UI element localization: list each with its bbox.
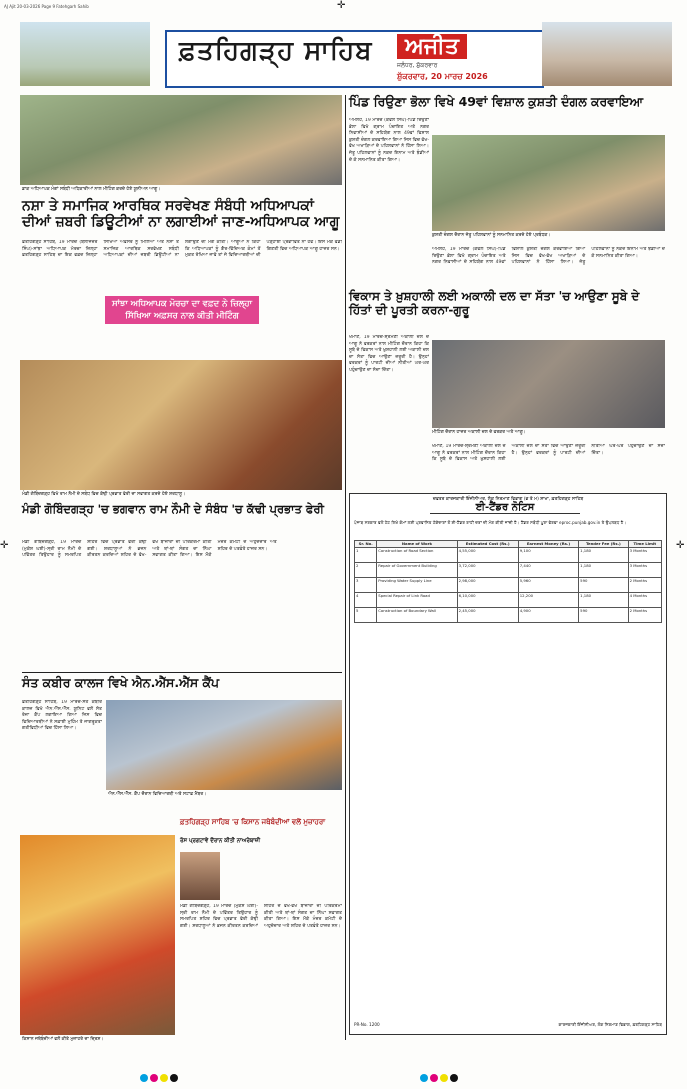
story4-photo	[20, 835, 175, 1035]
story6-photo	[432, 340, 665, 428]
notice-cell: 2 Months	[628, 578, 661, 593]
notice-cell: 5	[355, 608, 377, 623]
notice-cell: 2	[355, 563, 377, 578]
notice-title: ਈ-ਟੈਂਡਰ ਨੋਟਿਸ	[430, 502, 580, 514]
notice-cell: 9,100	[518, 548, 578, 563]
notice-intro: ਪੰਜਾਬ ਸਰਕਾਰ ਵਲੋਂ ਹੇਠ ਲਿਖੇ ਕੰਮਾਂ ਲਈ ਪ੍ਰਵਾਨਿਤ ਠੇਕੇਦਾਰਾਂ ਤੋਂ ਈ-ਟੈਂਡਰ ਰਾਹੀਂ ਦਰਾਂ ਦੀ ਮੰਗ ਕੀਤੀ ਜਾਂਦੀ ਹੈ। ਟੈਂਡਰ ਸਬੰਧੀ ਪੂਰਾ ਵੇਰਵਾ eproc.punjab.gov.in ਤੇ ਉਪਲਬਧ ਹੈ।	[354, 520, 627, 525]
story1-caption: ਡਾਕ ਅਧਿਆਪਕ ਮੰਗਾਂ ਸਬੰਧੀ ਅਧਿਕਾਰੀਆਂ ਨਾਲ ਮੀਟਿੰਗ ਕਰਦੇ ਹੋਏ ਯੂਨੀਅਨ ਆਗੂ।	[22, 187, 161, 192]
notice-header: ਦਫ਼ਤਰ ਕਾਰਜਕਾਰੀ ਇੰਜੀਨੀਅਰ, ਲੋਕ ਨਿਰਮਾਣ ਵਿਭਾਗ (ਭ ਤੇ ਮ) ਸ਼ਾਖਾ, ਫ਼ਤਹਿਗੜ੍ਹ ਸਾਹਿਬ	[432, 497, 584, 502]
story1-body: ਫ਼ਤਹਿਗੜ੍ਹ ਸਾਹਿਬ, 19 ਮਾਰਚ (ਬਲਜਿੰਦਰ ਸਿੰਘ)-ਸਾਂਝਾ ਅਧਿਆਪਕ ਮੋਰਚਾ ਜ਼ਿਲ੍ਹਾ ਫ਼ਤਹਿਗੜ੍ਹ ਸਾਹਿਬ ਦਾ ਇਕ ਵਫ਼ਦ ਜ਼ਿਲ੍ਹਾ ਸਿੱਖਿਆ ਅਫ਼ਸਰ ਨੂੰ ਮਿਲਿਆ ਅਤੇ ਨਸ਼ਾ ਤੇ ਸਮਾਜਿਕ ਆਰਥਿਕ ਸਰਵੇਖਣ ਸਬੰਧੀ ਅਧਿਆਪਕਾਂ ਦੀਆਂ ਜ਼ਬਰੀ ਡਿਊਟੀਆਂ ਨਾ ਲਗਾਉਣ ਦੀ ਮੰਗ ਕੀਤੀ। ਆਗੂਆਂ ਨੇ ਕਿਹਾ ਕਿ ਅਧਿਆਪਕਾਂ ਨੂੰ ਗ਼ੈਰ-ਵਿੱਦਿਅਕ ਕੰਮਾਂ ਤੋਂ ਮੁਕਤ ਰੱਖਿਆ ਜਾਵੇ ਤਾਂ ਜੋ ਵਿਦਿਆਰਥੀਆਂ ਦੀ ਪੜ੍ਹਾਈ ਪ੍ਰਭਾਵਿਤ ਨਾ ਹੋਵੇ। ਇਸ ਮੌਕੇ ਵੱਡੀ ਗਿਣਤੀ ਵਿਚ ਅਧਿਆਪਕ ਆਗੂ ਹਾਜ਼ਰ ਸਨ।	[22, 240, 342, 259]
notice-cell: 3	[355, 578, 377, 593]
notice-cell: 4,900	[518, 608, 578, 623]
notice-cell: Construction of Boundary Wall	[377, 608, 457, 623]
registration-dot	[430, 1074, 438, 1082]
divider	[22, 672, 342, 673]
notice-column-header: Estimated Cost (Rs.)	[457, 541, 518, 548]
notice-row	[355, 593, 662, 608]
notice-cell: 1,180	[579, 548, 628, 563]
issue-date: ਸ਼ੁੱਕਰਵਾਰ, 20 ਮਾਰਚ 2026	[397, 72, 488, 81]
masthead	[20, 22, 672, 90]
story6-caption: ਮੀਟਿੰਗ ਦੌਰਾਨ ਹਾਜ਼ਰ ਅਕਾਲੀ ਦਲ ਦੇ ਵਰਕਰ ਅਤੇ ਆਗੂ।	[432, 430, 526, 435]
notice-ref: PR-No. 1200	[354, 1022, 380, 1027]
story3-headline: ਸੰਤ ਕਬੀਰ ਕਾਲਜ ਵਿਖੇ ਐਨ.ਐੱਸ.ਐੱਸ ਕੈਂਪ	[22, 675, 220, 690]
registration-dot	[140, 1074, 148, 1082]
registration-dot	[170, 1074, 178, 1082]
notice-column-header: Earnest Money (Rs.)	[518, 541, 578, 548]
tender-notice	[349, 493, 667, 1035]
story6-body-cont: ਖਮਾਣੋਂ, 19 ਮਾਰਚ-ਸ਼੍ਰੋਮਣੀ ਅਕਾਲੀ ਦਲ ਦੇ ਆਗੂ ਨੇ ਵਰਕਰਾਂ ਨਾਲ ਮੀਟਿੰਗ ਦੌਰਾਨ ਕਿਹਾ ਕਿ ਸੂਬੇ ਦੇ ਵਿਕਾਸ ਅਤੇ ਖ਼ੁਸ਼ਹਾਲੀ ਲਈ ਅਕਾਲੀ ਦਲ ਦਾ ਸੱਤਾ ਵਿਚ ਆਉਣਾ ਜ਼ਰੂਰੀ ਹੈ। ਉਨ੍ਹਾਂ ਵਰਕਰਾਂ ਨੂੰ ਪਾਰਟੀ ਦੀਆਂ ਨੀਤੀਆਂ ਘਰ-ਘਰ ਪਹੁੰਚਾਉਣ ਦਾ ਸੱਦਾ ਦਿੱਤਾ।	[432, 444, 665, 463]
notice-column-header: Time Limit	[628, 541, 661, 548]
story1-headline: ਨਸ਼ਾ ਤੇ ਸਮਾਜਿਕ ਆਰਥਿਕ ਸਰਵੇਖਣ ਸੰਬੰਧੀ ਅਧਿਆਪਕਾਂ ਦੀਆਂ ਜ਼ਬਰੀ ਡਿਊਟੀਆਂ ਨਾ ਲਗਾਈਆਂ ਜਾਣ-ਅਧਿਆਪਕ ਆਗੂ	[22, 198, 340, 231]
story2-photo	[20, 360, 342, 490]
notice-table	[354, 540, 662, 623]
print-slug: AJ Ajit 20-03-2026 Page 9 Fatehgarh Sahib	[4, 4, 89, 9]
registration-dot	[440, 1074, 448, 1082]
story4-subheadline: ਰੋਸ ਪ੍ਰਗਟਾਵੇ ਦੌਰਾਨ ਕੀਤੀ ਨਾਅਰੇਬਾਜ਼ੀ	[180, 838, 261, 844]
notice-cell: 7,440	[518, 563, 578, 578]
notice-cell: 4,55,000	[457, 548, 518, 563]
notice-cell: 12,200	[518, 593, 578, 608]
story4-headline: ਫ਼ਤਹਿਗੜ੍ਹ ਸਾਹਿਬ 'ਚ ਕਿਸਾਨ ਜਥੇਬੰਦੀਆਂ ਵਲੋਂ ਮੁਜ਼ਾਹਰਾ	[180, 818, 326, 826]
notice-cell: 6,10,000	[457, 593, 518, 608]
story5-body: ਅਮਲੋਹ, 19 ਮਾਰਚ (ਕੇਵਲ ਸਿੰਘ)-ਪਿੰਡ ਰਿਉਣਾ ਭੋਲਾ ਵਿਖੇ ਗ੍ਰਾਮ ਪੰਚਾਇਤ ਅਤੇ ਨਗਰ ਨਿਵਾਸੀਆਂ ਦੇ ਸਹਿਯੋਗ ਨਾਲ 49ਵਾਂ ਵਿਸ਼ਾਲ ਕੁਸ਼ਤੀ ਦੰਗਲ ਕਰਵਾਇਆ ਗਿਆ ਜਿਸ ਵਿਚ ਵੱਖ-ਵੱਖ ਅਖਾੜਿਆਂ ਦੇ ਪਹਿਲਵਾਨਾਂ ਨੇ ਹਿੱਸਾ ਲਿਆ। ਜੇਤੂ ਪਹਿਲਵਾਨਾਂ ਨੂੰ ਨਕਦ ਇਨਾਮ ਅਤੇ ਝੰਡੀਆਂ ਦੇ ਕੇ ਸਨਮਾਨਿਤ ਕੀਤਾ ਗਿਆ।	[349, 118, 429, 163]
story5-headline: ਪਿੰਡ ਰਿਉਣਾ ਭੋਲਾ ਵਿਖੇ 49ਵਾਂ ਵਿਸ਼ਾਲ ਕੁਸ਼ਤੀ ਦੰਗਲ ਕਰਵਾਇਆ	[349, 94, 644, 109]
paper-name: ਅਜੀਤ	[397, 34, 467, 59]
notice-cell: 1,180	[579, 593, 628, 608]
notice-cell: Providing Water Supply Line	[377, 578, 457, 593]
notice-cell: 2,98,000	[457, 578, 518, 593]
notice-row	[355, 548, 662, 563]
notice-cell: 590	[579, 608, 628, 623]
story3-photo	[106, 700, 342, 790]
notice-cell: 1,180	[579, 563, 628, 578]
notice-cell: 5,960	[518, 578, 578, 593]
notice-cell: Construction of Road Section	[377, 548, 457, 563]
page-title: ਫ਼ਤਹਿਗੜ੍ਹ ਸਾਹਿਬ	[179, 36, 373, 66]
monument-photo	[542, 22, 672, 86]
crop-mark-right: ✛	[676, 540, 685, 551]
story5-caption: ਕੁਸ਼ਤੀ ਦੰਗਲ ਦੌਰਾਨ ਜੇਤੂ ਪਹਿਲਵਾਨਾਂ ਨੂੰ ਸਨਮਾਨਿਤ ਕਰਦੇ ਹੋਏ ਪ੍ਰਬੰਧਕ।	[432, 233, 551, 238]
notice-signature: ਕਾਰਜਕਾਰੀ ਇੰਜੀਨੀਅਰ, ਲੋਕ ਨਿਰਮਾਣ ਵਿਭਾਗ, ਫ਼ਤਹਿਗੜ੍ਹ ਸਾਹਿਬ	[558, 1022, 662, 1027]
notice-row	[355, 578, 662, 593]
story4-portrait	[180, 852, 220, 900]
print-registration-bar	[0, 1068, 687, 1089]
notice-row	[355, 608, 662, 623]
notice-cell: 3 Months	[628, 563, 661, 578]
gurdwara-photo	[20, 22, 150, 86]
registration-dot	[450, 1074, 458, 1082]
story1-photo	[20, 95, 342, 185]
notice-cell: 1	[355, 548, 377, 563]
notice-cell: 3 Months	[628, 548, 661, 563]
notice-cell: 3,72,000	[457, 563, 518, 578]
crop-mark-top: ✛	[337, 0, 346, 11]
registration-dot	[420, 1074, 428, 1082]
notice-column-header: Tender Fee (Rs.)	[579, 541, 628, 548]
story6-headline: ਵਿਕਾਸ ਤੇ ਖ਼ੁਸ਼ਹਾਲੀ ਲਈ ਅਕਾਲੀ ਦਲ ਦਾ ਸੱਤਾ 'ਚ ਆਉਣਾ ਸੂਬੇ ਦੇ ਹਿੱਤਾਂ ਦੀ ਪੂਰਤੀ ਕਰਨਾ-ਗੁਰੂ	[349, 289, 640, 317]
notice-cell: Repair of Government Building	[377, 563, 457, 578]
notice-cell: 590	[579, 578, 628, 593]
notice-column-header: Name of Work	[377, 541, 457, 548]
story4-caption: ਕਿਸਾਨ ਜਥੇਬੰਦੀਆਂ ਵਲੋਂ ਕੀਤੇ ਮੁਜ਼ਾਹਰੇ ਦਾ ਦ੍ਰਿਸ਼।	[22, 1037, 104, 1042]
crop-mark-left: ✛	[0, 540, 9, 551]
notice-cell: Special Repair of Link Road	[377, 593, 457, 608]
story4-body: ਮੰਡੀ ਗੋਬਿੰਦਗੜ੍ਹ, 19 ਮਾਰਚ (ਮੁਕੇਸ਼ ਘਈ)-ਸ੍ਰੀ ਰਾਮ ਨੌਮੀ ਦੇ ਪਵਿੱਤਰ ਤਿਉਹਾਰ ਨੂੰ ਸਮਰਪਿਤ ਸ਼ਹਿਰ ਵਿਚ ਪ੍ਰਭਾਤ ਫੇਰੀ ਕੱਢੀ ਗਈ। ਸ਼ਰਧਾਲੂਆਂ ਨੇ ਭਜਨ ਕੀਰਤਨ ਕਰਦਿਆਂ ਸ਼ਹਿਰ ਦੇ ਵੱਖ-ਵੱਖ ਬਾਜ਼ਾਰਾਂ ਦੀ ਪਰਿਕਰਮਾ ਕੀਤੀ ਅਤੇ ਥਾਂ-ਥਾਂ ਸੰਗਤ ਦਾ ਨਿੱਘਾ ਸਵਾਗਤ ਕੀਤਾ ਗਿਆ। ਇਸ ਮੌਕੇ ਮੰਦਰ ਕਮੇਟੀ ਦੇ ਅਹੁਦੇਦਾਰ ਅਤੇ ਸ਼ਹਿਰ ਦੇ ਪਤਵੰਤੇ ਹਾਜ਼ਰ ਸਨ।	[180, 904, 342, 929]
story2-caption: ਮੰਡੀ ਗੋਬਿੰਦਗੜ੍ਹ ਵਿਖੇ ਰਾਮ ਨੌਮੀ ਦੇ ਸਬੰਧ ਵਿਚ ਕੱਢੀ ਪ੍ਰਭਾਤ ਫੇਰੀ ਦਾ ਸਵਾਗਤ ਕਰਦੇ ਹੋਏ ਸ਼ਰਧਾਲੂ।	[22, 492, 186, 497]
masthead-subtitle: ਜਲੰਧਰ, ਸ਼ੁੱਕਰਵਾਰ	[397, 62, 438, 69]
registration-dot	[150, 1074, 158, 1082]
notice-row	[355, 563, 662, 578]
notice-cell: 4 Months	[628, 593, 661, 608]
story5-photo	[432, 135, 665, 231]
registration-dot	[160, 1074, 168, 1082]
masthead-band	[165, 30, 544, 88]
story2-body: ਮੰਡੀ ਗੋਬਿੰਦਗੜ੍ਹ, 19 ਮਾਰਚ (ਮੁਕੇਸ਼ ਘਈ)-ਸ੍ਰੀ ਰਾਮ ਨੌਮੀ ਦੇ ਪਵਿੱਤਰ ਤਿਉਹਾਰ ਨੂੰ ਸਮਰਪਿਤ ਸ਼ਹਿਰ ਵਿਚ ਪ੍ਰਭਾਤ ਫੇਰੀ ਕੱਢੀ ਗਈ। ਸ਼ਰਧਾਲੂਆਂ ਨੇ ਭਜਨ ਕੀਰਤਨ ਕਰਦਿਆਂ ਸ਼ਹਿਰ ਦੇ ਵੱਖ-ਵੱਖ ਬਾਜ਼ਾਰਾਂ ਦੀ ਪਰਿਕਰਮਾ ਕੀਤੀ ਅਤੇ ਥਾਂ-ਥਾਂ ਸੰਗਤ ਦਾ ਨਿੱਘਾ ਸਵਾਗਤ ਕੀਤਾ ਗਿਆ। ਇਸ ਮੌਕੇ ਮੰਦਰ ਕਮੇਟੀ ਦੇ ਅਹੁਦੇਦਾਰ ਅਤੇ ਸ਼ਹਿਰ ਦੇ ਪਤਵੰਤੇ ਹਾਜ਼ਰ ਸਨ।	[22, 540, 277, 559]
column-rule	[345, 95, 346, 1040]
notice-column-header: Sr. No.	[355, 541, 377, 548]
notice-cell: 2,45,000	[457, 608, 518, 623]
story2-headline: ਮੰਡੀ ਗੋਬਿੰਦਗੜ੍ਹ 'ਚ ਭਗਵਾਨ ਰਾਮ ਨੌਮੀ ਦੇ ਸੰਬੰਧ 'ਚ ਕੱਢੀ ਪ੍ਰਭਾਤ ਫੇਰੀ	[22, 502, 324, 516]
story1-highlight-box: ਸਾਂਝਾ ਅਧਿਆਪਕ ਮੋਰਚਾ ਦਾ ਵਫ਼ਦ ਨੇ ਜ਼ਿਲ੍ਹਾ ਸਿੱਖਿਆ ਅਫ਼ਸਰ ਨਾਲ ਕੀਤੀ ਮੀਟਿੰਗ	[105, 296, 259, 324]
notice-cell: 4	[355, 593, 377, 608]
story3-body: ਫ਼ਤਹਿਗੜ੍ਹ ਸਾਹਿਬ, 19 ਮਾਰਚ-ਸੰਤ ਕਬੀਰ ਕਾਲਜ ਵਿਖੇ ਐਨ.ਐੱਸ.ਐੱਸ. ਯੂਨਿਟ ਵਲੋਂ ਸੱਤ ਰੋਜ਼ਾ ਕੈਂਪ ਲਗਾਇਆ ਗਿਆ ਜਿਸ ਵਿਚ ਵਿਦਿਆਰਥੀਆਂ ਨੇ ਸਫ਼ਾਈ ਮੁਹਿੰਮ ਤੇ ਜਾਗਰੂਕਤਾ ਗਤੀਵਿਧੀਆਂ ਵਿਚ ਹਿੱਸਾ ਲਿਆ।	[22, 700, 102, 732]
story3-caption: ਐਨ.ਐੱਸ.ਐੱਸ. ਕੈਂਪ ਦੌਰਾਨ ਵਿਦਿਆਰਥੀ ਅਤੇ ਸਟਾਫ਼ ਮੈਂਬਰ।	[108, 792, 207, 797]
story5-body-cont: ਅਮਲੋਹ, 19 ਮਾਰਚ (ਕੇਵਲ ਸਿੰਘ)-ਪਿੰਡ ਰਿਉਣਾ ਭੋਲਾ ਵਿਖੇ ਗ੍ਰਾਮ ਪੰਚਾਇਤ ਅਤੇ ਨਗਰ ਨਿਵਾਸੀਆਂ ਦੇ ਸਹਿਯੋਗ ਨਾਲ 49ਵਾਂ ਵਿਸ਼ਾਲ ਕੁਸ਼ਤੀ ਦੰਗਲ ਕਰਵਾਇਆ ਗਿਆ ਜਿਸ ਵਿਚ ਵੱਖ-ਵੱਖ ਅਖਾੜਿਆਂ ਦੇ ਪਹਿਲਵਾਨਾਂ ਨੇ ਹਿੱਸਾ ਲਿਆ। ਜੇਤੂ ਪਹਿਲਵਾਨਾਂ ਨੂੰ ਨਕਦ ਇਨਾਮ ਅਤੇ ਝੰਡੀਆਂ ਦੇ ਕੇ ਸਨਮਾਨਿਤ ਕੀਤਾ ਗਿਆ।	[432, 247, 665, 266]
story6-body: ਖਮਾਣੋਂ, 19 ਮਾਰਚ-ਸ਼੍ਰੋਮਣੀ ਅਕਾਲੀ ਦਲ ਦੇ ਆਗੂ ਨੇ ਵਰਕਰਾਂ ਨਾਲ ਮੀਟਿੰਗ ਦੌਰਾਨ ਕਿਹਾ ਕਿ ਸੂਬੇ ਦੇ ਵਿਕਾਸ ਅਤੇ ਖ਼ੁਸ਼ਹਾਲੀ ਲਈ ਅਕਾਲੀ ਦਲ ਦਾ ਸੱਤਾ ਵਿਚ ਆਉਣਾ ਜ਼ਰੂਰੀ ਹੈ। ਉਨ੍ਹਾਂ ਵਰਕਰਾਂ ਨੂੰ ਪਾਰਟੀ ਦੀਆਂ ਨੀਤੀਆਂ ਘਰ-ਘਰ ਪਹੁੰਚਾਉਣ ਦਾ ਸੱਦਾ ਦਿੱਤਾ।	[349, 335, 429, 373]
notice-cell: 2 Months	[628, 608, 661, 623]
